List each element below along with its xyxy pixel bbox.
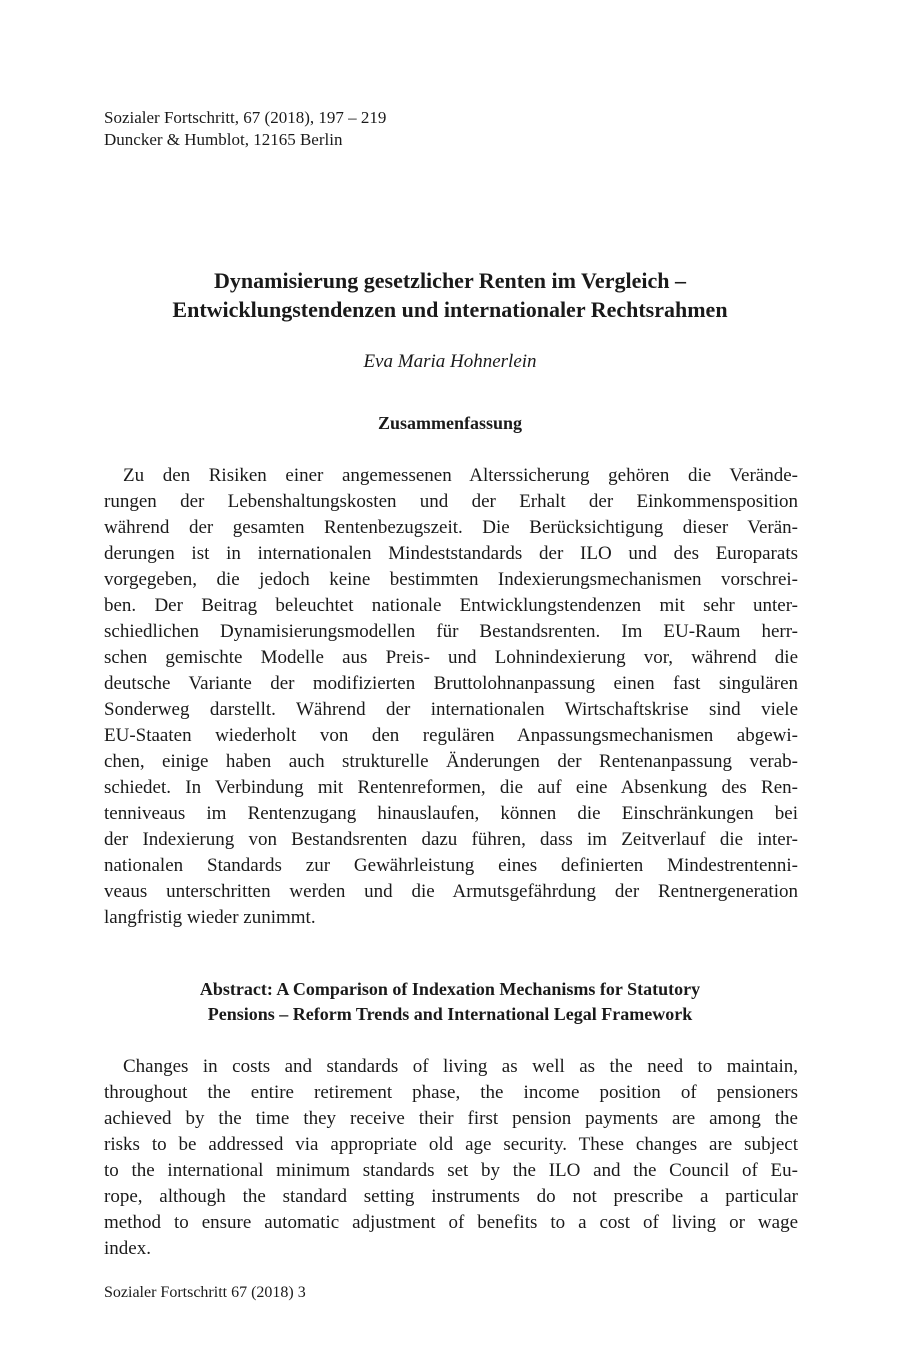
summary-line: rungen der Lebenshaltungskosten und der Erhalt der Einkommensposition xyxy=(104,491,798,512)
abstract-line: to the international minimum standards set by the ILO and the Council of Eu- xyxy=(104,1160,798,1181)
summary-line: schiedet. In Verbindung mit Rentenreformen, die auf eine Absenkung des Ren- xyxy=(104,777,798,798)
summary-line: vorgegeben, die jedoch keine bestimmten Indexierungsmechanismen vorschrei- xyxy=(104,569,798,590)
abstract-line: risks to be addressed via appropriate old age security. These changes are subject xyxy=(104,1134,798,1155)
summary-line: der Indexierung von Bestandsrenten dazu führen, dass im Zeitverlauf die inter- xyxy=(104,829,798,850)
author-name: Eva Maria Hohnerlein xyxy=(363,351,537,372)
summary-text xyxy=(104,463,798,931)
summary-line: chen, einige haben auch strukturelle Änderungen der Rentenanpassung verab- xyxy=(104,751,798,772)
abstract-line: rope, although the standard setting instruments do not prescribe a particular xyxy=(104,1186,798,1207)
summary-line: schiedlichen Dynamisierungsmodellen für Bestandsrenten. Im EU-Raum herr- xyxy=(104,621,798,642)
summary-line: derungen ist in internationalen Mindeststandards der ILO und des Europarats xyxy=(104,543,798,564)
summary-line: EU-Staaten wiederholt von den regulären Anpassungsmechanismen abgewi- xyxy=(104,725,798,746)
summary-line: Sonderweg darstellt. Während der internationalen Wirtschaftskrise sind viele xyxy=(104,699,798,720)
summary-line: tenniveaus im Rentenzugang hinauslaufen, können die Einschränkungen bei xyxy=(104,803,798,824)
abstract-line: achieved by the time they receive their first pension payments are among the xyxy=(104,1108,798,1129)
summary-line: während der gesamten Rentenbezugszeit. Die Berücksichtigung dieser Verän- xyxy=(104,517,798,538)
summary-line: Zu den Risiken einer angemessenen Alterssicherung gehören die Verände- xyxy=(123,465,798,486)
page-footer: Sozialer Fortschritt 67 (2018) 3 xyxy=(104,1284,306,1301)
abstract-line: method to ensure automatic adjustment of benefits to a cost of living or wage xyxy=(104,1212,798,1233)
journal-citation: Sozialer Fortschritt, 67 (2018), 197 – 219 xyxy=(104,108,387,127)
journal-header xyxy=(104,107,386,151)
summary-line: nationalen Standards zur Gewährleistung eines definierten Mindestrentenni- xyxy=(104,855,798,876)
title-line-2: Entwicklungstendenzen und internationaler Rechtsrahmen xyxy=(172,297,728,322)
abstract-text xyxy=(104,1054,798,1262)
summary-line: langfristig wieder zunimmt. xyxy=(104,907,316,928)
summary-line: ben. Der Beitrag beleuchtet nationale Entwicklungstendenzen mit sehr unter- xyxy=(104,595,798,616)
abstract-heading xyxy=(60,977,840,1027)
summary-line: deutsche Variante der modifizierten Bruttolohnanpassung einen fast singulären xyxy=(104,673,798,694)
summary-line: schen gemischte Modelle aus Preis- und Lohnindexierung vor, während die xyxy=(104,647,798,668)
abstract-heading-line-2: Pensions – Reform Trends and International Legal Framework xyxy=(207,1004,693,1024)
title-line-1: Dynamisierung gesetzlicher Renten im Vergleich – xyxy=(214,268,686,293)
abstract-line: throughout the entire retirement phase, the income position of pensioners xyxy=(104,1082,798,1103)
abstract-line: Changes in costs and standards of living as well as the need to maintain, xyxy=(123,1056,798,1077)
summary-line: veaus unterschritten werden und die Armutsgefährdung der Rentnergeneration xyxy=(104,881,798,902)
article-title xyxy=(60,266,840,324)
abstract-line: index. xyxy=(104,1238,151,1259)
summary-heading: Zusammenfassung xyxy=(377,413,523,433)
abstract-heading-line-1: Abstract: A Comparison of Indexation Mechanisms for Statutory xyxy=(199,979,701,999)
publisher-line: Duncker & Humblot, 12165 Berlin xyxy=(104,130,343,149)
